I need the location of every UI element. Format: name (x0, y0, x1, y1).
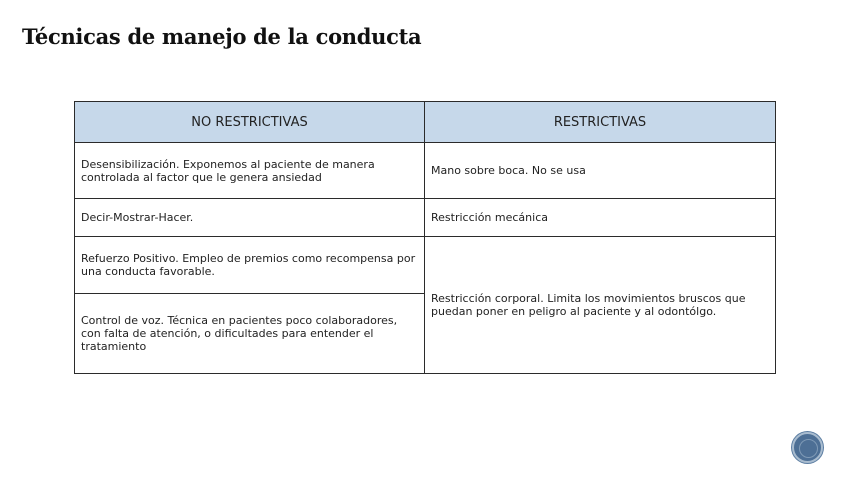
header-restrictive: RESTRICTIVAS (425, 102, 776, 143)
circle-nav-icon[interactable] (792, 432, 823, 463)
table-header-row (75, 102, 776, 143)
cell-decir-mostrar-hacer: Decir-Mostrar-Hacer. (75, 199, 425, 237)
cell-control-de-voz: Control de voz. Técnica en pacientes poco colaboradores, con falta de atención, o dificultades para entender el tratamiento (75, 294, 425, 374)
header-non-restrictive: NO RESTRICTIVAS (75, 102, 425, 143)
table-row (75, 199, 776, 237)
slide-title: Técnicas de manejo de la conducta (22, 24, 422, 49)
table-row (75, 143, 776, 199)
cell-mano-sobre-boca: Mano sobre boca. No se usa (425, 143, 776, 199)
techniques-table (74, 101, 776, 374)
cell-desensibilizacion: Desensibilización. Exponemos al paciente de manera controlada al factor que le genera ansiedad (75, 143, 425, 199)
cell-restriccion-corporal: Restricción corporal. Limita los movimientos bruscos que puedan poner en peligro al paciente y al odontólgo. (425, 237, 776, 374)
cell-refuerzo-positivo: Refuerzo Positivo. Empleo de premios como recompensa por una conducta favorable. (75, 237, 425, 294)
table-row (75, 237, 776, 294)
cell-restriccion-mecanica: Restricción mecánica (425, 199, 776, 237)
